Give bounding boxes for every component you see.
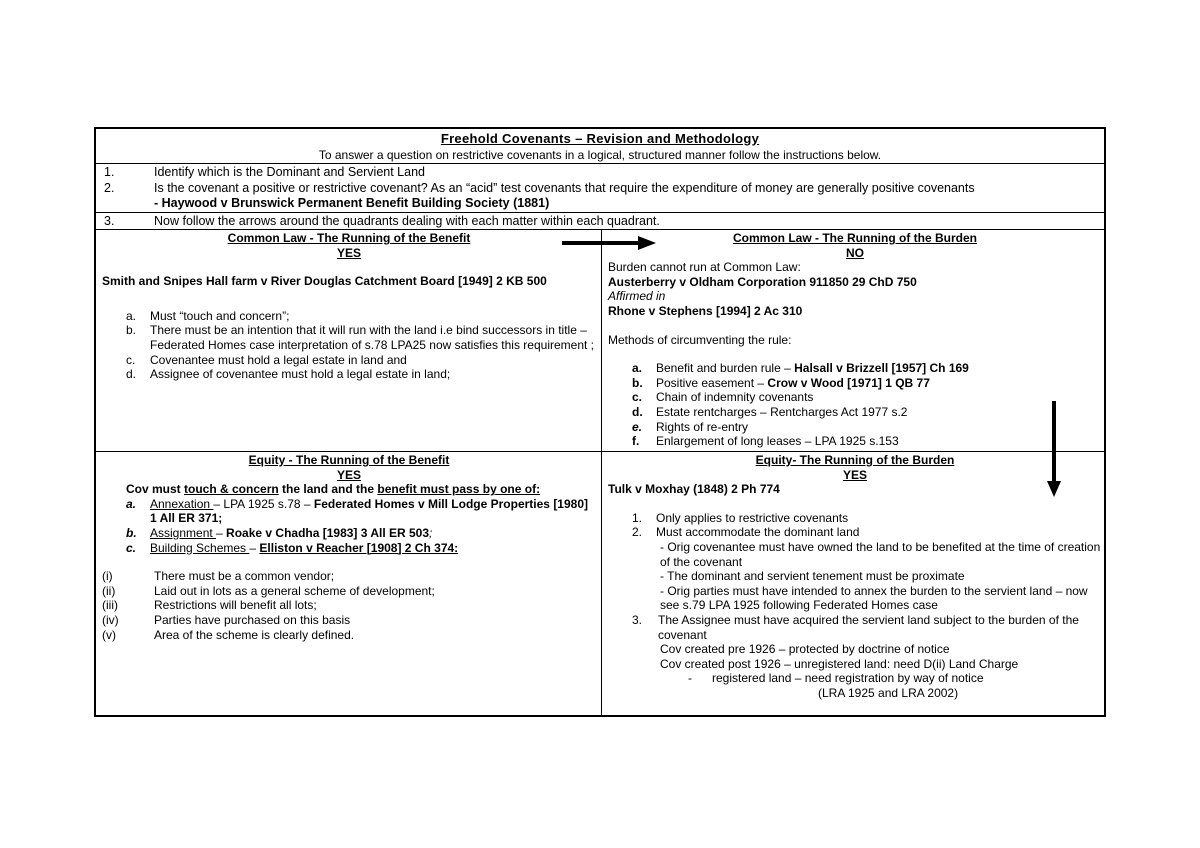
quadrant-equity-benefit [102, 453, 596, 642]
list-item: c. Covenantee must hold a legal estate in land and [126, 352, 407, 367]
affirmed-text: Affirmed in [608, 289, 666, 304]
list-item: (iii) Restrictions will benefit all lots; [102, 598, 317, 613]
methodology-table [94, 127, 1106, 717]
sub-item: - The dominant and servient tenement must be proximate [660, 569, 965, 584]
step-number: 1. [104, 165, 115, 179]
list-item: a. Annexation – LPA 1925 s.78 – Federated Homes v Mill Lodge Properties [1980] 1 All ER 371; [126, 496, 588, 526]
list-item: d. Estate rentcharges – Rentcharges Act 1977 s.2 [632, 404, 908, 419]
divider [96, 229, 1104, 230]
step-3 [104, 214, 660, 228]
list-item: c. Building Schemes – Elliston v Reacher [1908] 2 Ch 374: [126, 540, 459, 555]
divider [96, 451, 1104, 452]
methods-text: Methods of circumventing the rule: [608, 332, 792, 347]
quadrant-common-law-benefit [102, 231, 596, 382]
case-citation: Tulk v Moxhay (1848) 2 Ph 774 [608, 482, 780, 497]
step-number: 2. [104, 181, 115, 195]
intro-text: Burden cannot run at Common Law: [608, 260, 801, 275]
quadrant-common-law-burden [608, 231, 1102, 449]
list-item: (ii) Laid out in lots as a general scheme of development; [102, 583, 435, 598]
sub-item: - registered land – need registration by way of notice [688, 671, 984, 686]
intro-text: Cov must touch & concern the land and the benefit must pass by one of: [126, 482, 541, 497]
quadrant-answer: YES [842, 467, 867, 482]
down-arrow-icon [1044, 401, 1068, 499]
step-text: Now follow the arrows around the quadrants dealing with each matter within each quadrant. [154, 214, 660, 228]
divider [96, 212, 1104, 213]
list-item: c. Chain of indemnity covenants [632, 390, 814, 405]
case-citation: Austerberry v Oldham Corporation 911850 29 ChD 750 [608, 274, 917, 289]
page-title: Freehold Covenants – Revision and Methodology [440, 131, 760, 146]
divider [96, 163, 1104, 164]
sub-item: (LRA 1925 and LRA 2002) [818, 685, 959, 700]
list-item: a. Must “touch and concern”; [126, 308, 290, 323]
list-item: 1. Only applies to restrictive covenants [632, 510, 849, 525]
quadrant-answer: YES [336, 245, 361, 260]
list-item: b. There must be an intention that it will run with the land i.e bind successors in title – Federated Homes case interpretation of s.78 LPA25 now satisfies this requirement ; [126, 323, 595, 352]
page-subtitle: To answer a question on restrictive covenants in a logical, structured manner follow the instructions below. [318, 148, 882, 162]
step-1 [104, 165, 425, 179]
list-item: 3. The Assignee must have acquired the servient land subject to the burden of the covenant [632, 612, 1079, 642]
quadrant-heading: Common Law - The Running of the Benefit [227, 231, 471, 245]
sub-item: Cov created pre 1926 – protected by doctrine of notice [660, 642, 950, 657]
step-text: Identify which is the Dominant and Servient Land [154, 165, 425, 179]
list-item: (v) Area of the scheme is clearly defined. [102, 627, 355, 642]
quadrant-answer: YES [336, 467, 361, 482]
quadrant-answer: NO [846, 245, 864, 260]
list-item: d. Assignee of covenantee must hold a legal estate in land; [126, 367, 451, 382]
case-citation: Smith and Snipes Hall farm v River Douglas Catchment Board [1949] 2 KB 500 [102, 274, 547, 289]
step-2-case: - Haywood v Brunswick Permanent Benefit Building Society (1881) [154, 196, 550, 210]
quadrant-equity-burden [608, 453, 1102, 701]
right-arrow-icon [562, 235, 658, 251]
list-item: a. Benefit and burden rule – Halsall v Brizzell [1957] Ch 169 [632, 361, 969, 376]
list-item: f. Enlargement of long leases – LPA 1925 s.153 [632, 434, 899, 449]
list-item: 2. Must accommodate the dominant land [632, 525, 860, 540]
sub-item: Cov created post 1926 – unregistered land: need D(ii) Land Charge [660, 656, 1019, 671]
list-item: b. Assignment – Roake v Chadha [1983] 3 All ER 503; [126, 525, 433, 540]
step-number: 3. [104, 214, 115, 228]
quadrant-heading: Common Law - The Running of the Burden [733, 231, 977, 245]
step-text: Is the covenant a positive or restrictive covenant? As an “acid” test covenants that require the expenditure of money are generally positive covenants [154, 181, 975, 195]
quadrant-heading: Equity- The Running of the Burden [755, 453, 955, 467]
quadrant-heading: Equity - The Running of the Benefit [248, 453, 450, 467]
column-divider [601, 230, 602, 715]
case-citation: Rhone v Stephens [1994] 2 Ac 310 [608, 303, 803, 318]
step-2 [104, 181, 975, 195]
list-item: (iv) Parties have purchased on this basis [102, 612, 351, 627]
sub-item: - Orig parties must have intended to annex the burden to the servient land – now see s.79 LPA 1925 following Federated Homes case [660, 583, 1088, 613]
list-item: b. Positive easement – Crow v Wood [1971] 1 QB 77 [632, 375, 930, 390]
sub-item: - Orig covenantee must have owned the land to be benefited at the time of creation of the covenant [660, 539, 1101, 569]
list-item: e. Rights of re-entry [632, 419, 749, 434]
list-item: (i) There must be a common vendor; [102, 569, 335, 584]
